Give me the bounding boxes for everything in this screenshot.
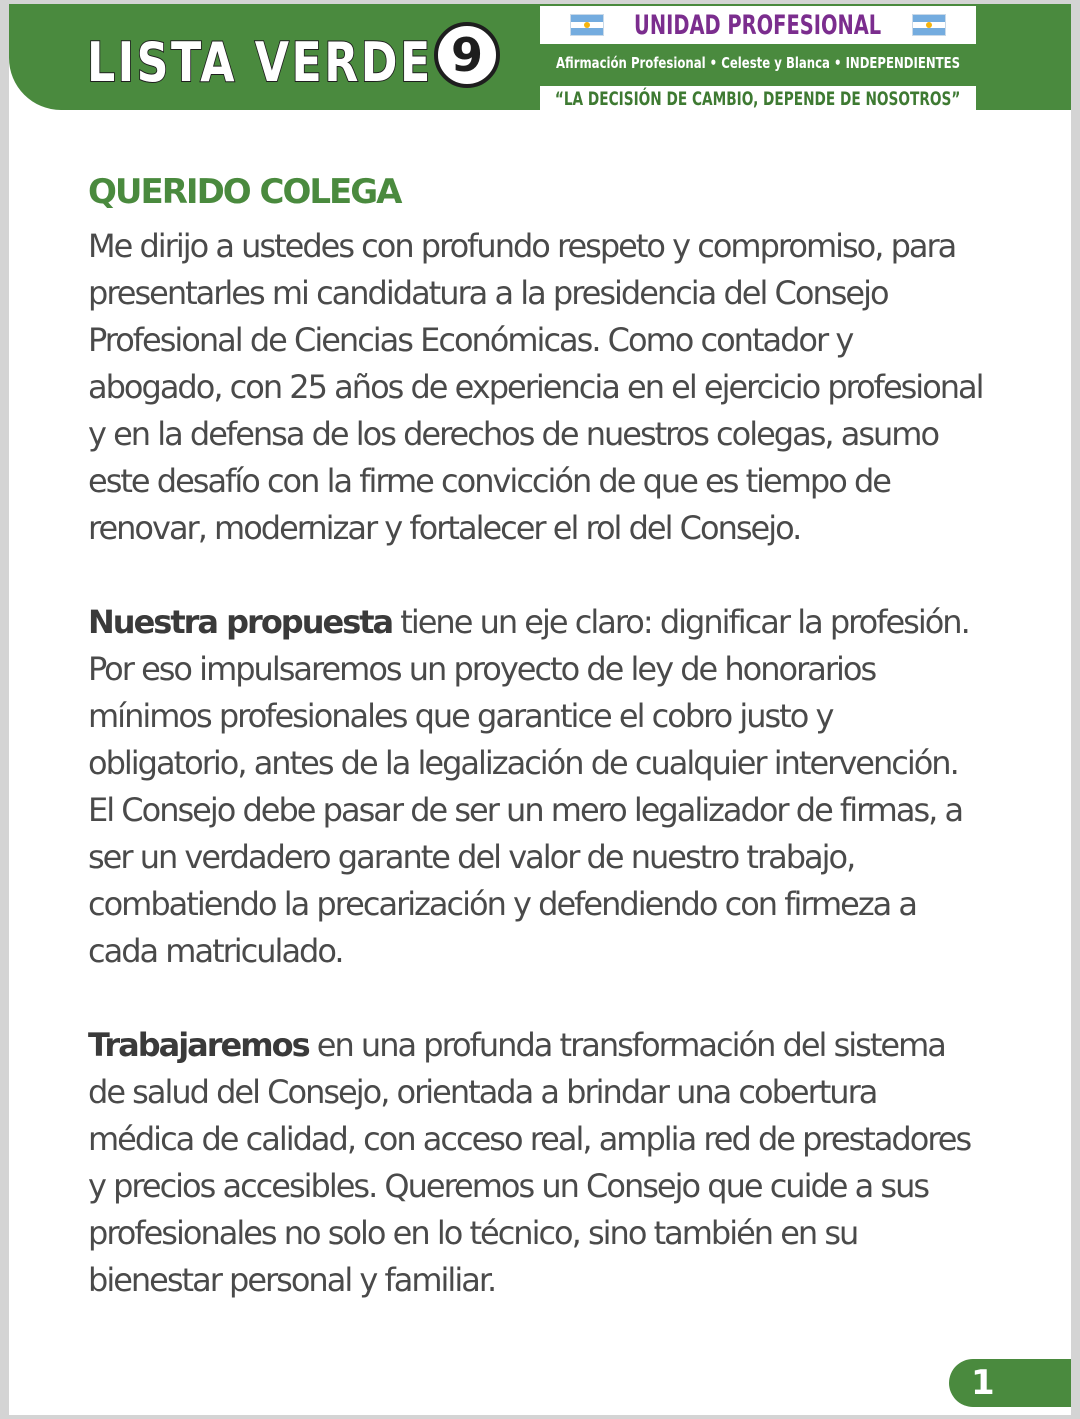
argentina-flag-icon <box>912 14 946 36</box>
alliance-line <box>540 54 976 72</box>
paragraph-health-body: en una profunda transformación del sistema de salud del Consejo, orientada a brindar una cobertura médica de calidad, con acceso real, amplia red de prestadores y precios accesibles. Queremos un Consejo que cuide a sus profesionales no solo en lo técnico, sino también en su bienestar personal y familiar. <box>88 1026 971 1299</box>
list-title-group <box>87 22 509 102</box>
list-title: LISTA VERDE <box>87 30 433 94</box>
paragraph-proposal-body: tiene un eje claro: dignificar la profesión. Por eso impulsaremos un proyecto de ley de honorarios mínimos profesionales que garantice el cobro justo y obligatorio, antes de la legalización de cualquier intervención. El Consejo debe pasar de ser un mero legalizador de firmas, a ser un verdadero garante del valor de nuestro trabajo, combatiendo la precarización y defendiendo con firmeza a cada matriculado. <box>88 603 969 970</box>
slogan-box <box>540 86 976 111</box>
paragraph-proposal <box>88 599 988 975</box>
header-banner <box>9 4 1071 110</box>
paragraph-intro: Me dirijo a ustedes con profundo respeto y compromiso, para presentarles mi candidatura a la presidencia del Consejo Profesional de Ciencias Económicas. Como contador y abogado, con 25 años de experiencia en el ejercicio profesional y en la defensa de los derechos de nuestros colegas, asumo este desafío con la firme convicción de que es tiempo de renovar, modernizar y fortalecer el rol del Consejo. <box>88 227 983 547</box>
page-number: 1 <box>971 1363 995 1403</box>
coalition-name-box <box>540 6 976 44</box>
letter-body <box>88 169 988 1304</box>
argentina-flag-icon <box>570 14 604 36</box>
paragraph-health <box>88 1022 988 1304</box>
alliance-text: Afirmación Profesional • Celeste y Blanca • INDEPENDIENTES <box>555 54 961 72</box>
page-number-tab <box>949 1359 1071 1407</box>
slogan-text: “LA DECISIÓN DE CAMBIO, DEPENDE DE NOSOTROS” <box>555 87 961 110</box>
paragraph-health-lead: Trabajaremos <box>88 1026 309 1064</box>
document-page <box>9 4 1071 1415</box>
greeting-heading: QUERIDO COLEGA <box>88 172 401 212</box>
list-number-badge: 9 <box>434 22 500 88</box>
paragraph-proposal-lead: Nuestra propuesta <box>88 603 393 641</box>
coalition-name: UNIDAD PROFESIONAL <box>634 9 882 41</box>
